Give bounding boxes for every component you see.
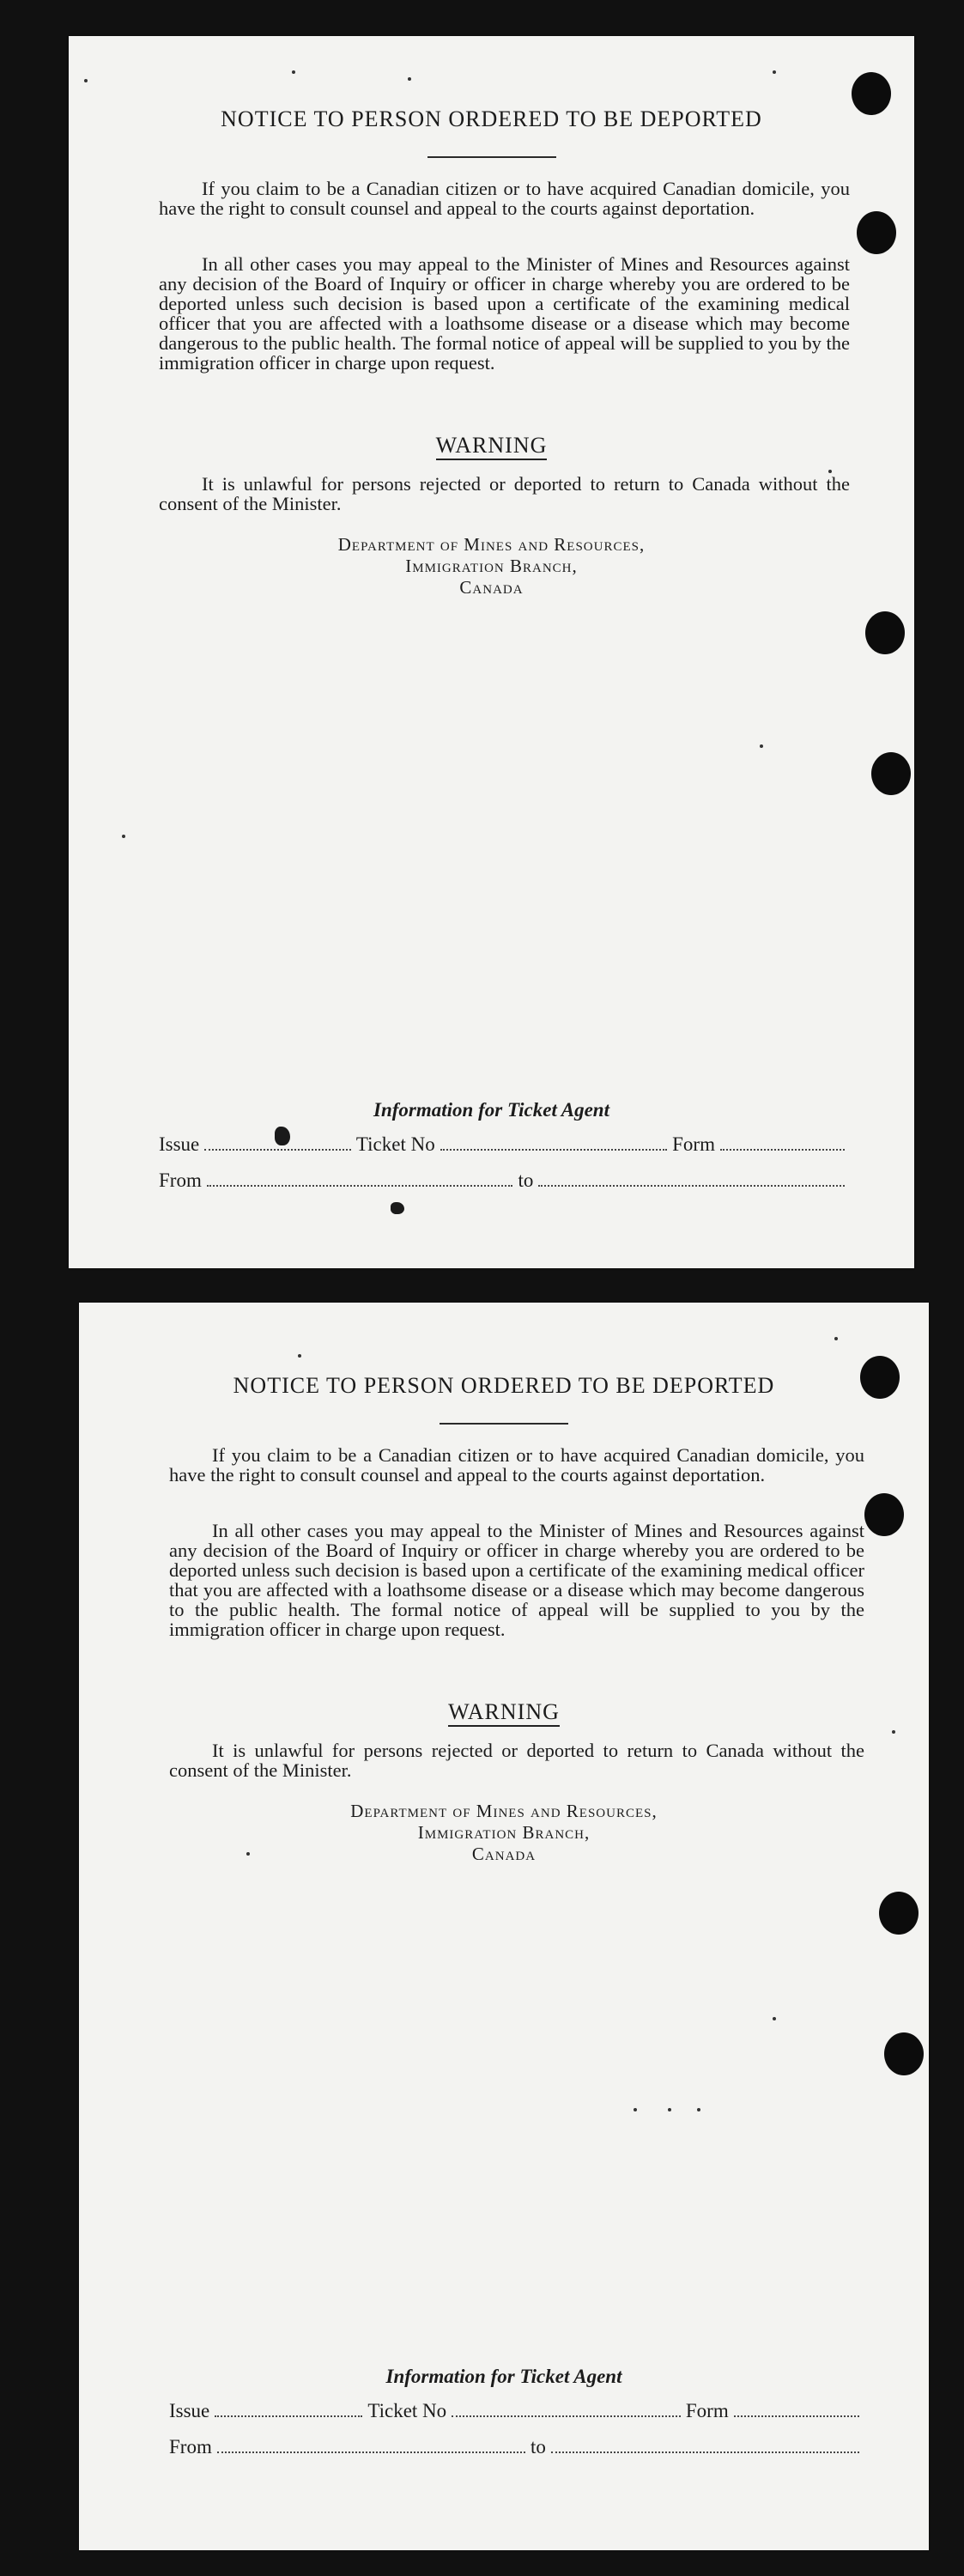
to-field[interactable] [551,2436,859,2453]
country-name: Canada [471,1844,537,1864]
issue-row [159,1133,850,1157]
speck [828,470,832,473]
speck [122,835,125,838]
notice-sheet-2 [79,1303,929,2550]
department-name: Department of Mines and Resources, [350,1801,658,1821]
title-rule [427,156,556,158]
ink-blot [391,1202,404,1214]
speck [773,2017,776,2020]
department-name: Department of Mines and Resources, [337,534,646,555]
from-label: From [159,1170,202,1191]
speck [834,1337,838,1340]
department-block [69,534,914,598]
to-field[interactable] [538,1170,845,1187]
speck [697,2108,700,2111]
punch-hole [871,752,911,795]
ticket-field[interactable] [452,2400,681,2417]
ticket-agent-heading: Information for Ticket Agent [373,1099,609,1121]
title-rule [440,1423,568,1425]
speck [892,1730,895,1734]
form-field[interactable] [734,2400,859,2417]
ink-blot [275,1127,290,1145]
warning-heading [79,1699,929,1725]
punch-hole [879,1892,919,1935]
notice-title: NOTICE TO PERSON ORDERED TO BE DEPORTED [233,1373,775,1398]
speck [292,70,295,74]
issue-field[interactable] [215,2400,362,2417]
speck [246,1852,250,1856]
from-field[interactable] [207,1170,513,1187]
notice-title: NOTICE TO PERSON ORDERED TO BE DEPORTED [221,106,762,131]
form-label: Form [672,1133,715,1155]
issue-label: Issue [159,1133,200,1155]
punch-hole [857,211,896,254]
branch-name: Immigration Branch, [417,1822,591,1843]
speck [760,744,763,748]
from-label: From [169,2436,212,2458]
ticket-agent-heading: Information for Ticket Agent [385,2366,622,2387]
route-row [169,2436,864,2460]
warning-heading [69,433,914,459]
speck [298,1354,301,1358]
ticket-field[interactable] [440,1133,667,1151]
speck [773,70,776,74]
speck [408,77,411,81]
to-label: to [518,1170,534,1191]
speck [634,2108,637,2111]
punch-hole [865,611,905,654]
form-label: Form [685,2400,729,2421]
to-label: to [530,2436,546,2458]
issue-label: Issue [169,2400,210,2421]
branch-name: Immigration Branch, [405,556,578,576]
warning-paragraph: It is unlawful for persons rejected or deported to return to Canada without the consent of the Minister. [169,1740,864,1781]
issue-row [169,2400,864,2424]
from-field[interactable] [217,2436,525,2453]
form-field[interactable] [720,1133,845,1151]
appeal-paragraph: In all other cases you may appeal to the Minister of Mines and Resources against any decision of the Board of Inquiry or officer in charge whereby you are ordered to be deported unless such decision is based upon a certificate of the examining medical officer that you are affected with a loathsome disease or a disease which may become dangerous to the public health. The formal notice of appeal will be supplied to you by the immigration officer in charge upon request. [159,253,851,374]
citizen-paragraph: If you claim to be a Canadian citizen or to have acquired Canadian domicile, you have the right to consult counsel and appeal to the courts against deportation. [159,178,850,219]
appeal-paragraph: In all other cases you may appeal to the Minister of Mines and Resources against any decision of the Board of Inquiry or officer in charge whereby you are ordered to be deported unless such decision is based upon a certificate of the examining medical officer that you are affected with a loathsome disease or a disease which may become dangerous to the public health. The formal notice of appeal will be supplied to you by the immigration officer in charge upon request. [169,1520,864,1640]
punch-hole [884,2032,924,2075]
country-name: Canada [459,577,524,598]
speck [668,2108,671,2111]
warning-heading-text: WARNING [448,1699,560,1727]
ticket-label: Ticket No [355,1133,435,1155]
punch-hole [860,1356,900,1399]
notice-sheet-1 [69,36,914,1268]
ticket-label: Ticket No [367,2400,447,2421]
route-row [159,1170,850,1194]
citizen-paragraph: If you claim to be a Canadian citizen or to have acquired Canadian domicile, you have the right to consult counsel and appeal to the courts against deportation. [169,1444,864,1485]
warning-paragraph: It is unlawful for persons rejected or deported to return to Canada without the consent of the Minister. [159,473,850,514]
warning-heading-text: WARNING [436,433,548,460]
punch-hole [864,1493,904,1536]
speck [84,79,88,82]
punch-hole [852,72,891,115]
department-block [79,1801,929,1865]
